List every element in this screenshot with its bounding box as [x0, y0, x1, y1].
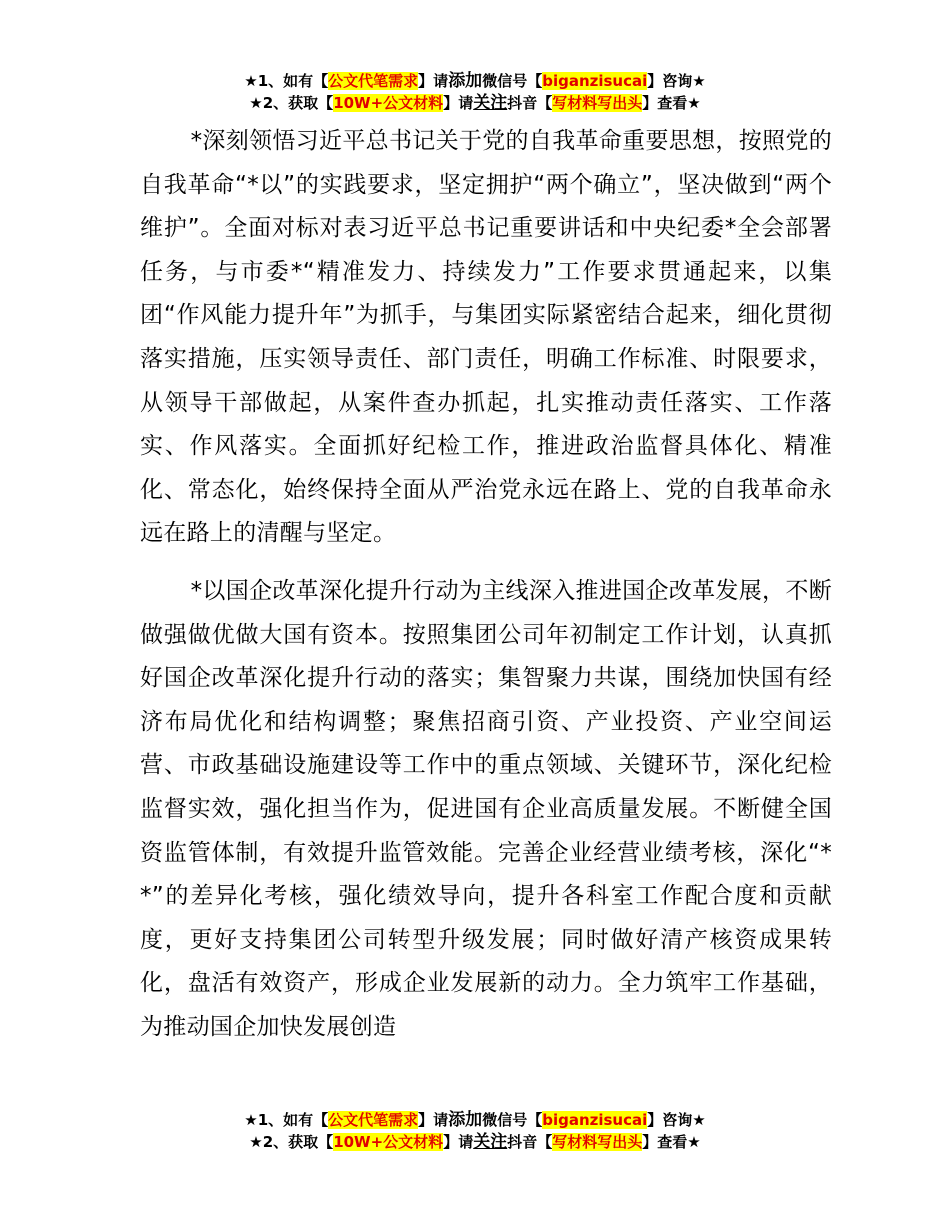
banner-text: 】查看★	[642, 94, 701, 112]
banner-text: 】咨询★	[647, 1111, 706, 1129]
header-banner	[0, 70, 950, 114]
banner-text: 】请	[418, 1111, 449, 1129]
banner-text: 】请	[443, 1133, 474, 1151]
banner-text: 微信号【	[482, 72, 543, 90]
banner-line-2	[0, 92, 950, 114]
banner-highlight: 10W+公文材料	[333, 1133, 444, 1151]
banner-emphasis: 关注	[473, 93, 508, 113]
banner-text: 抖音【	[507, 94, 553, 112]
banner-emphasis: 添加	[448, 71, 483, 91]
banner-highlight: 公文代笔需求	[328, 72, 419, 90]
banner-emphasis: 添加	[448, 1110, 483, 1130]
banner-text: 微信号【	[482, 1111, 543, 1129]
banner-line-1	[0, 1109, 950, 1131]
banner-text: 】查看★	[642, 1133, 701, 1151]
douyin-id-highlight: 写材料写出头	[552, 1133, 643, 1151]
banner-text: ★1、如有【	[244, 72, 329, 90]
banner-text: ★1、如有【	[244, 1111, 329, 1129]
banner-line-2	[0, 1131, 950, 1153]
banner-highlight: 公文代笔需求	[328, 1111, 419, 1129]
banner-line-1	[0, 70, 950, 92]
document-body	[140, 120, 832, 1049]
banner-text: 】请	[418, 72, 449, 90]
footer-banner	[0, 1109, 950, 1153]
banner-highlight: 10W+公文材料	[333, 94, 444, 112]
banner-text: 抖音【	[507, 1133, 553, 1151]
banner-text: 】咨询★	[647, 72, 706, 90]
wechat-id-highlight: biganzisucai	[542, 72, 648, 90]
body-paragraph: *以国企改革深化提升行动为主线深入推进国企改革发展，不断做强做优做大国有资本。按照集团公司年初制定工作计划，认真抓好国企改革深化提升行动的落实；集智聚力共谋，围绕加快国有经济布局优化和结构调整；聚焦招商引资、产业投资、产业空间运营、市政基础设施建设等工作中的重点领域、关键环节，深化纪检监督实效，强化担当作为，促进国有企业高质量发展。不断健全国资监管体制，有效提升监管效能。完善企业经营业绩考核，深化“**”的差异化考核，强化绩效导向，提升各科室工作配合度和贡献度，更好支持集团公司转型升级发展；同时做好清产核资成果转化，盘活有效资产，形成企业发展新的动力。全力筑牢工作基础，为推动国企加快发展创造	[140, 577, 832, 1040]
douyin-id-highlight: 写材料写出头	[552, 94, 643, 112]
wechat-id-highlight: biganzisucai	[542, 1111, 648, 1129]
body-paragraph: *深刻领悟习近平总书记关于党的自我革命重要思想，按照党的自我革命“*以”的实践要求，坚定拥护“两个确立”，坚决做到“两个维护”。全面对标对表习近平总书记重要讲话和中央纪委*全会部署任务，与市委*“精准发力、持续发力”工作要求贯通起来，以集团“作风能力提升年”为抓手，与集团实际紧密结合起来，细化贯彻落实措施，压实领导责任、部门责任，明确工作标准、时限要求，从领导干部做起，从案件查办抓起，扎实推动责任落实、工作落实、作风落实。全面抓好纪检工作，推进政治监督具体化、精准化、常态化，始终保持全面从严治党永远在路上、党的自我革命永远在路上的清醒与坚定。	[140, 128, 832, 547]
banner-text: ★2、获取【	[249, 94, 334, 112]
banner-emphasis: 关注	[473, 1132, 508, 1152]
banner-text: 】请	[443, 94, 474, 112]
banner-text: ★2、获取【	[249, 1133, 334, 1151]
